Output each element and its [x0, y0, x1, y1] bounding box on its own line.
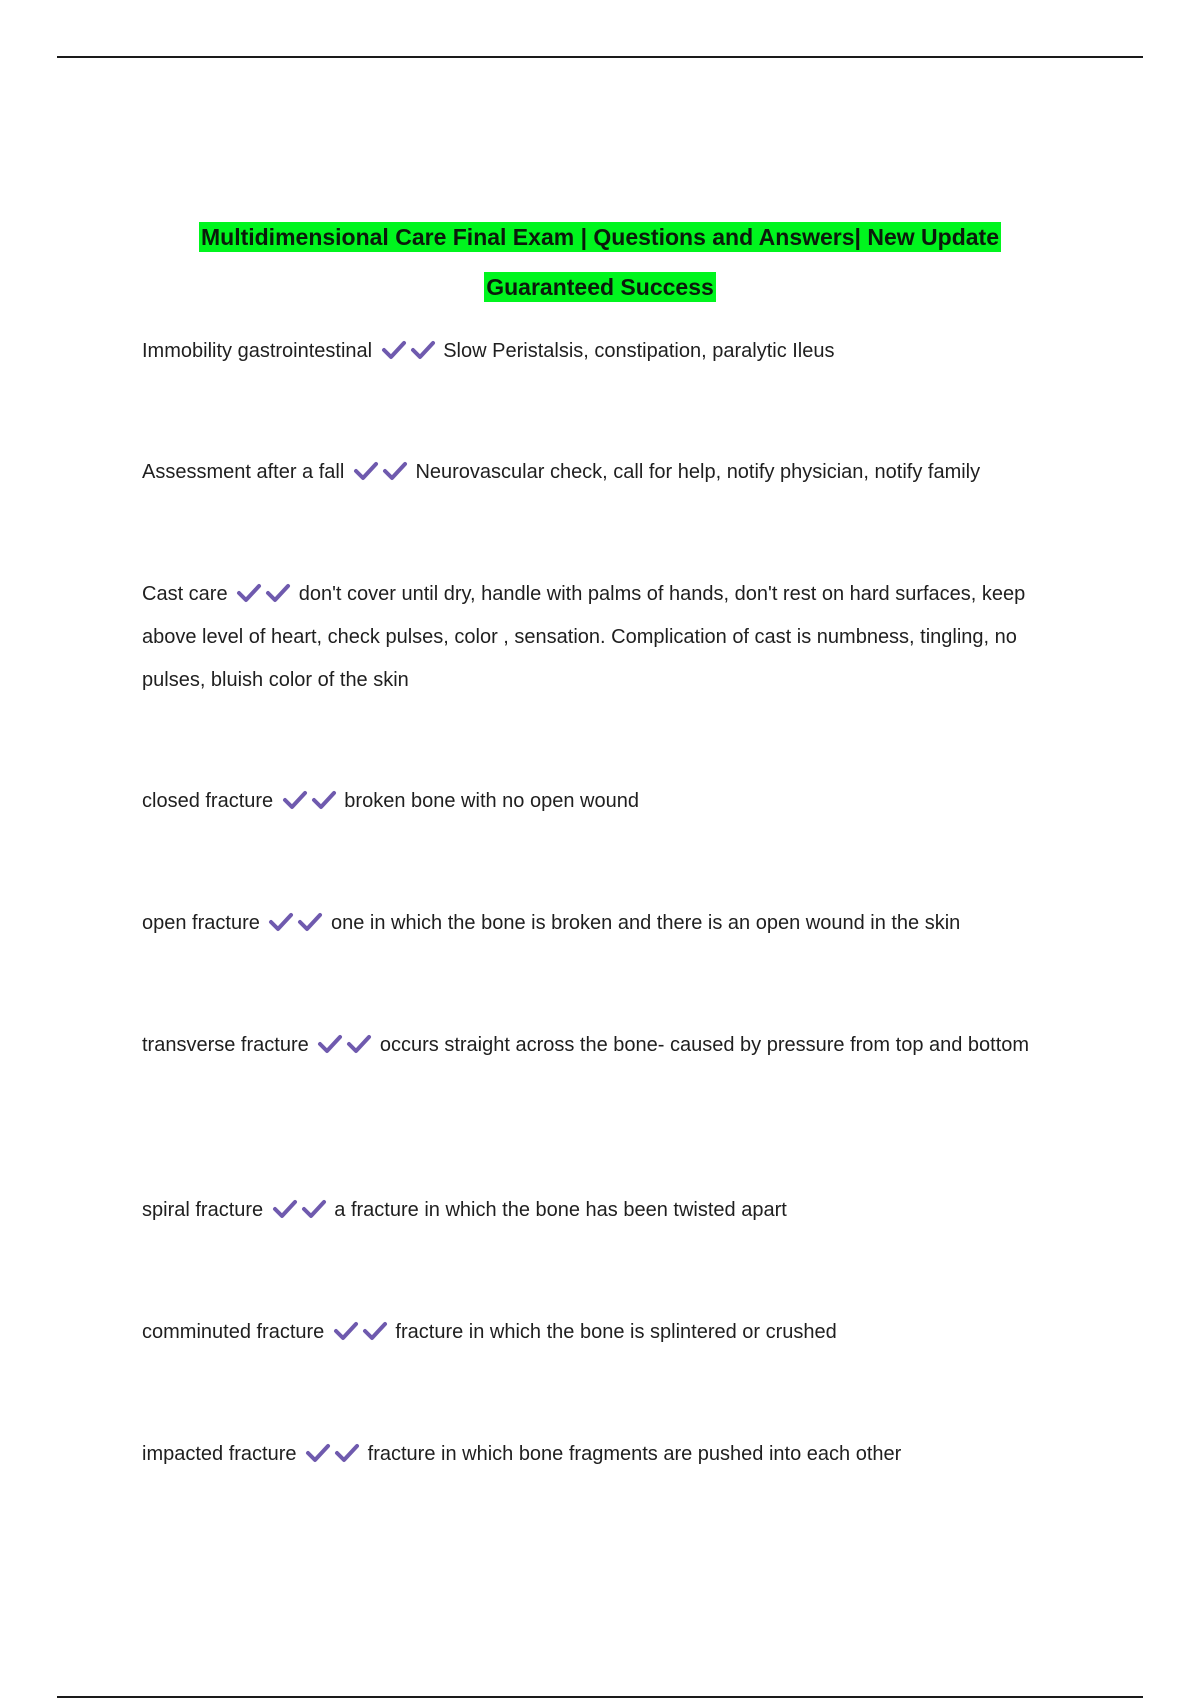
qa-definition: broken bone with no open wound [344, 790, 639, 812]
checkmark-icon [381, 340, 407, 360]
document-title [0, 212, 1200, 312]
qa-term: Cast care [142, 583, 228, 605]
checkmark-icon [301, 1199, 327, 1219]
checkmark-icon [382, 461, 408, 481]
checkmark-icon [272, 1199, 298, 1219]
checkmark-icon [311, 790, 337, 810]
checkmark-icon [282, 790, 308, 810]
footer-rule [57, 1696, 1143, 1698]
header-rule [57, 56, 1143, 58]
qa-term: transverse fracture [142, 1034, 309, 1056]
qa-entry [142, 1311, 1062, 1354]
checkmark-icon [362, 1321, 388, 1341]
checkmark-icon [268, 912, 294, 932]
qa-definition: fracture in which the bone is splintered or crushed [395, 1321, 837, 1343]
qa-definition: Slow Peristalsis, constipation, paralytic Ileus [443, 340, 835, 362]
qa-definition: Neurovascular check, call for help, notify physician, notify family [415, 461, 981, 483]
qa-entry [142, 1024, 1042, 1067]
qa-term: Assessment after a fall [142, 461, 345, 483]
checkmark-icon [346, 1034, 372, 1054]
qa-entry [142, 573, 1062, 702]
qa-entry [142, 780, 1062, 823]
checkmark-icon [297, 912, 323, 932]
checkmark-icon [353, 461, 379, 481]
qa-definition: occurs straight across the bone- caused by pressure from top and bottom [379, 1034, 1030, 1056]
qa-definition: one in which the bone is broken and there is an open wound in the skin [330, 912, 961, 934]
qa-entry [142, 451, 1062, 494]
checkmark-icon [305, 1443, 331, 1463]
qa-entry [142, 330, 1062, 373]
title-line-2: Guaranteed Success [486, 274, 714, 300]
qa-entry [142, 902, 1062, 945]
qa-term: closed fracture [142, 790, 274, 812]
checkmark-icon [333, 1321, 359, 1341]
qa-term: Immobility gastrointestinal [142, 340, 373, 362]
qa-term: spiral fracture [142, 1199, 264, 1221]
qa-term: comminuted fracture [142, 1321, 325, 1343]
checkmark-icon [236, 583, 262, 603]
qa-entry [142, 1433, 1062, 1476]
checkmark-icon [334, 1443, 360, 1463]
checkmark-icon [410, 340, 436, 360]
qa-entry [142, 1189, 1062, 1232]
checkmark-icon [317, 1034, 343, 1054]
qa-definition: a fracture in which the bone has been twisted apart [334, 1199, 787, 1221]
title-line-1: Multidimensional Care Final Exam | Questions and Answers| New Update [200, 224, 1000, 250]
qa-term: impacted fracture [142, 1443, 297, 1465]
checkmark-icon [265, 583, 291, 603]
qa-term: open fracture [142, 912, 260, 934]
qa-definition: fracture in which bone fragments are pushed into each other [367, 1443, 902, 1465]
qa-definition: don't cover until dry, handle with palms of hands, don't rest on hard surfaces, keep above level of heart, check pulses, color , sensation. Complication of cast is numbness, tingling, no pulses, bluish color of the skin [142, 583, 1026, 691]
